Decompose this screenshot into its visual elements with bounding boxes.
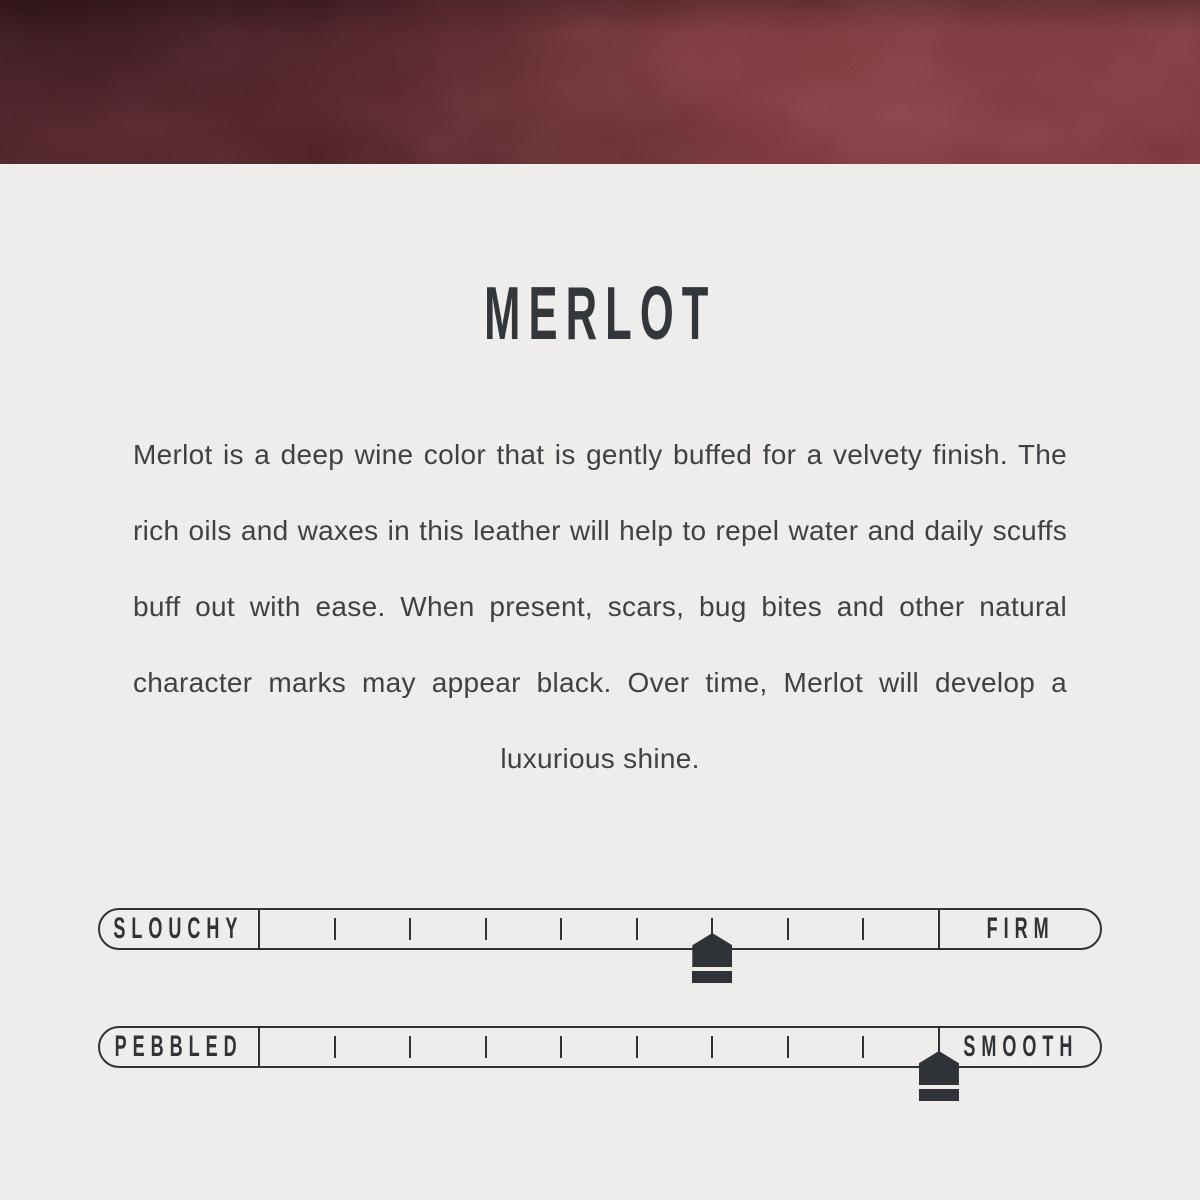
scale-marker-base: [692, 971, 732, 983]
scale-tick: [711, 1036, 713, 1058]
scale-tick: [862, 1036, 864, 1058]
scale-marker-base: [919, 1089, 959, 1101]
leather-grain-texture: [0, 0, 1200, 164]
scale-left-divider: [258, 1026, 260, 1068]
scale-tick: [862, 918, 864, 940]
leather-swatch-image: [0, 0, 1200, 164]
scale-tick: [409, 1036, 411, 1058]
scale-left-label: [98, 908, 259, 950]
scale-structure: [98, 908, 1102, 950]
scale-tick: [636, 918, 638, 940]
scale-tick: [636, 1036, 638, 1058]
scale-tick: [787, 918, 789, 940]
scale-tick: [787, 1036, 789, 1058]
scale-texture: [98, 1026, 1102, 1068]
scale-left-label-text: PEBBLED: [114, 1030, 243, 1063]
scale-tick: [485, 918, 487, 940]
scale-tick: [334, 1036, 336, 1058]
scale-left-divider: [258, 908, 260, 950]
scale-left-label-text: SLOUCHY: [113, 912, 244, 945]
attribute-scales: [0, 908, 1200, 1068]
scale-right-label: [939, 1026, 1102, 1068]
scale-right-label-text: FIRM: [986, 912, 1055, 945]
scale-tick: [560, 1036, 562, 1058]
scale-tick: [560, 918, 562, 940]
scale-tick: [334, 918, 336, 940]
scale-marker: [692, 908, 732, 984]
scale-right-label: [939, 908, 1102, 950]
scale-right-label-text: SMOOTH: [962, 1030, 1078, 1063]
scale-right-divider: [938, 908, 940, 950]
scale-marker: [919, 1026, 959, 1102]
color-description: Merlot is a deep wine color that is gently buffed for a velvety finish. The rich oils and waxes in this leather will help to repel water and daily scuffs buff out with ease. When present, scars, bug bites and other natural character marks may appear black. Over time, Merlot will develop a luxurious shine.: [133, 439, 1067, 774]
page-title: [0, 271, 1200, 355]
scale-tick: [409, 918, 411, 940]
scale-tick: [485, 1036, 487, 1058]
page-title-text: MERLOT: [483, 271, 717, 355]
scale-marker-pointer: [919, 1051, 959, 1085]
scale-marker-pointer: [692, 933, 732, 967]
scale-left-label: [98, 1026, 259, 1068]
